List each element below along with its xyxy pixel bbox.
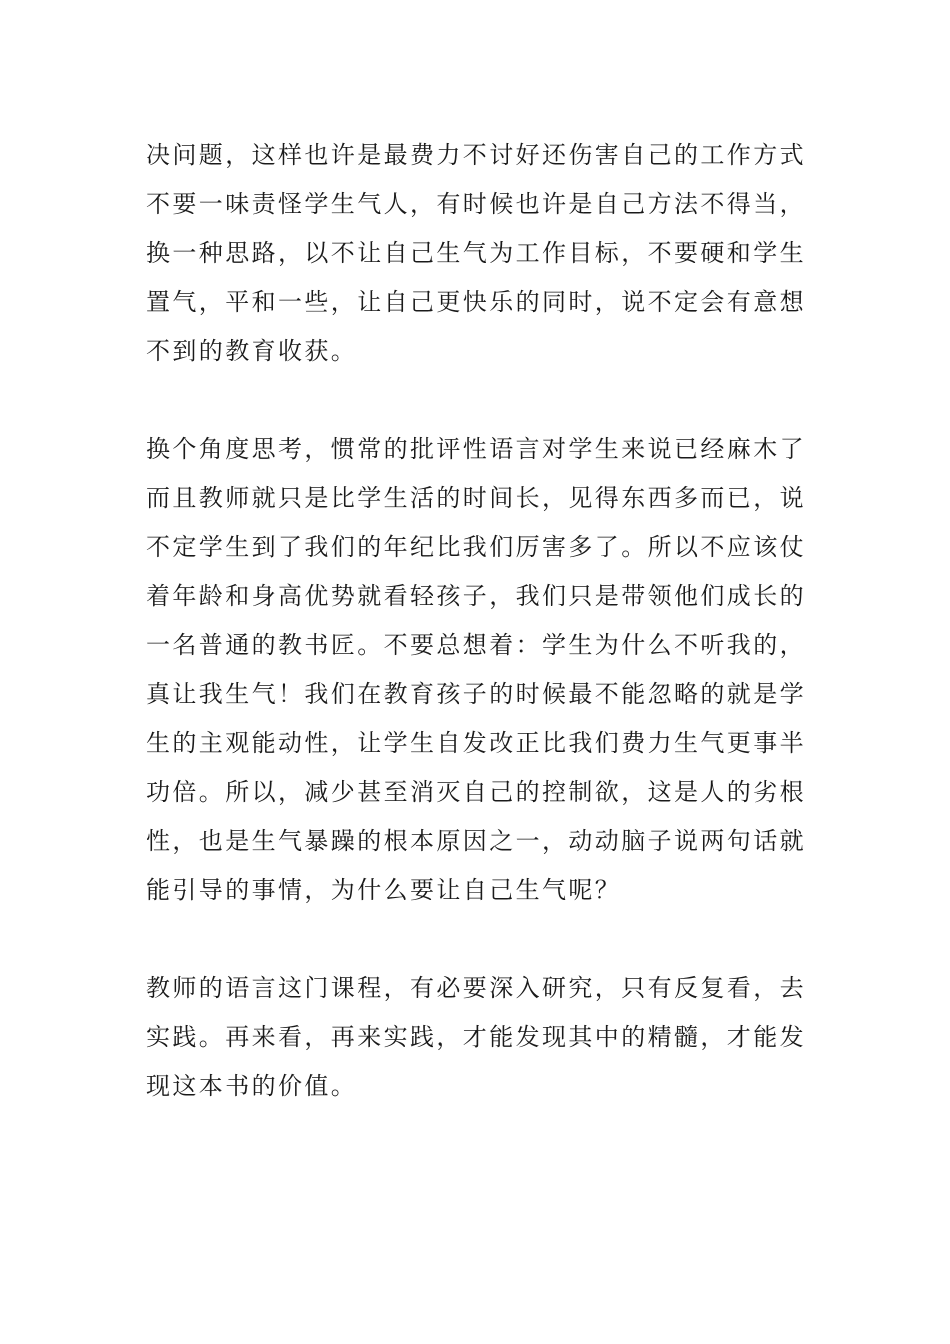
paragraph-spacer	[146, 376, 816, 425]
text-line: 着年龄和身高优势就看轻孩子，我们只是带领他们成长的	[146, 582, 806, 610]
paragraph-2	[146, 425, 816, 915]
text-line: 而且教师就只是比学生活的时间长，见得东西多而已，说	[146, 484, 806, 512]
text-line: 功倍。所以，减少甚至消灭自己的控制欲，这是人的劣根	[146, 778, 806, 806]
document-body	[146, 131, 816, 1111]
text-line: 置气，平和一些，让自己更快乐的同时，说不定会有意想	[146, 288, 806, 316]
text-line: 教师的语言这门课程，有必要深入研究，只有反复看，去	[146, 974, 806, 1002]
text-line: 不要一味责怪学生气人，有时候也许是自己方法不得当，	[146, 190, 806, 218]
text-line: 不到的教育收获。	[146, 337, 358, 365]
paragraph-3	[146, 964, 816, 1111]
text-line: 换个角度思考，惯常的批评性语言对学生来说已经麻木了	[146, 435, 806, 463]
paragraph-spacer	[146, 915, 816, 964]
text-line: 能引导的事情，为什么要让自己生气呢？	[146, 876, 622, 904]
text-line: 不定学生到了我们的年纪比我们厉害多了。所以不应该仗	[146, 533, 806, 561]
text-line: 实践。再来看，再来实践，才能发现其中的精髓，才能发	[146, 1023, 806, 1051]
text-line: 一名普通的教书匠。不要总想着：学生为什么不听我的，	[146, 631, 806, 659]
text-line: 生的主观能动性，让学生自发改正比我们费力生气更事半	[146, 729, 806, 757]
paragraph-1	[146, 131, 816, 376]
text-line: 决问题，这样也许是最费力不讨好还伤害自己的工作方式	[146, 141, 806, 169]
text-line: 真让我生气！我们在教育孩子的时候最不能忽略的就是学	[146, 680, 806, 708]
text-line: 换一种思路，以不让自己生气为工作目标，不要硬和学生	[146, 239, 806, 267]
text-line: 现这本书的价值。	[146, 1072, 358, 1100]
text-line: 性，也是生气暴躁的根本原因之一，动动脑子说两句话就	[146, 827, 806, 855]
